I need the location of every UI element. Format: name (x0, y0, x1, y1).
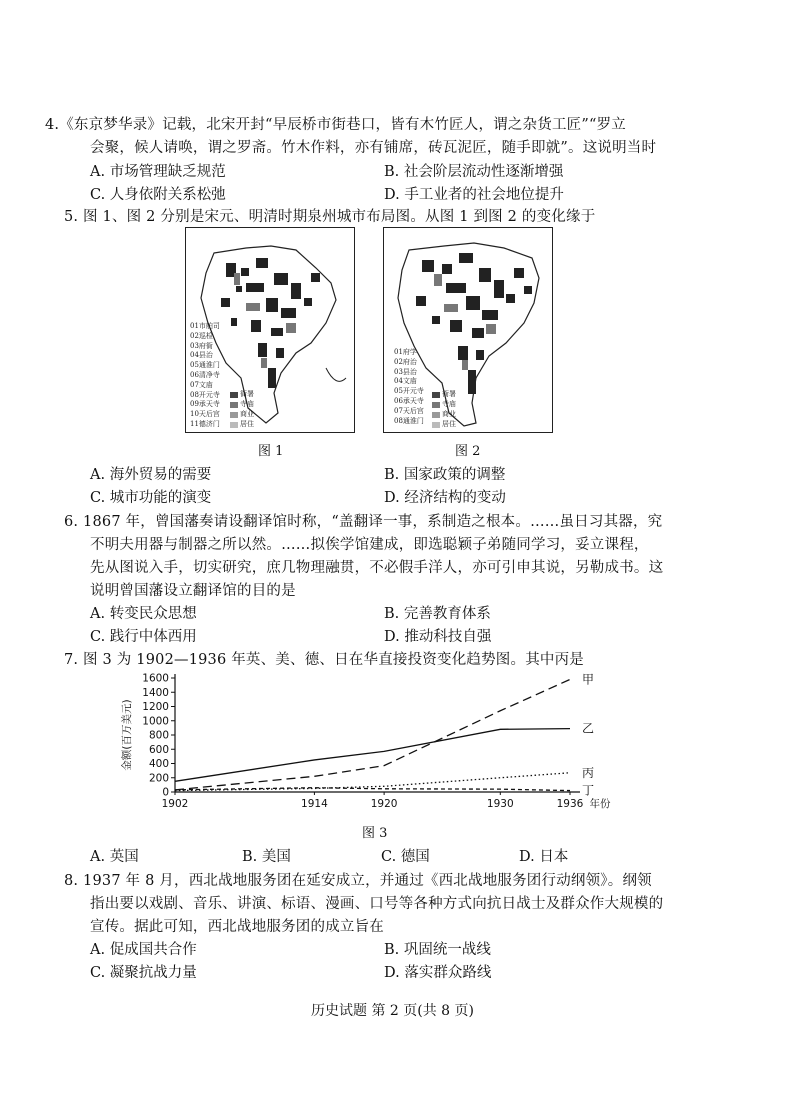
q7-option-d[interactable]: D. 日本 (519, 849, 569, 865)
key-swatch (230, 422, 238, 428)
q6-stem-line-4: 说明曾国藩设立翻译馆的目的是 (90, 583, 296, 599)
investment-line-chart (100, 668, 611, 818)
q4-option-b[interactable]: B. 社会阶层流动性逐渐增强 (384, 164, 564, 180)
q7-option-a[interactable]: A. 英国 (90, 849, 139, 865)
y-tick-label: 1000 (142, 715, 169, 728)
series-label: 丙 (582, 765, 595, 780)
q5-option-d[interactable]: D. 经济结构的变动 (384, 490, 506, 506)
series-label: 甲 (582, 672, 595, 687)
q8-option-c[interactable]: C. 凝聚抗战力量 (90, 965, 197, 981)
y-tick-label: 200 (148, 772, 169, 785)
y-tick-label: 1200 (142, 701, 169, 713)
q8-stem-line-1: 8. 1937 年 8 月，西北战地服务团在延安成立，并通过《西北战地服务团行动纲领》。纲领 (64, 873, 652, 889)
q4-option-a[interactable]: A. 市场管理缺乏规范 (90, 164, 226, 180)
legend-item: 05开元寺 (394, 387, 424, 396)
legend-item: 01市舶司 (190, 322, 220, 330)
q4-option-c[interactable]: C. 人身依附关系松弛 (90, 187, 226, 203)
key-label: 商业 (240, 410, 254, 418)
y-tick-label: 400 (148, 758, 169, 770)
q5-option-c[interactable]: C. 城市功能的演变 (90, 490, 212, 506)
series-label: 丁 (582, 783, 595, 798)
series-label: 乙 (582, 721, 595, 736)
series-line (175, 679, 570, 789)
y-tick-label: 1600 (142, 672, 169, 685)
legend-item: 01府学 (394, 348, 417, 356)
key-swatch (432, 422, 440, 428)
q5-stem: 5. 图 1、图 2 分别是宋元、明清时期泉州城市布局图。从图 1 到图 2 的变化缘于 (64, 209, 596, 225)
x-tick-label: 1920 (370, 798, 398, 810)
q5-option-b[interactable]: B. 国家政策的调整 (384, 467, 506, 483)
q8-stem-line-2: 指出要以戏剧、音乐、讲演、标语、漫画、口号等各种方式向抗日战士及群众作大规模的 (90, 896, 664, 912)
q6-option-b[interactable]: B. 完善教育体系 (384, 606, 491, 622)
legend-item: 10天后宫 (190, 410, 220, 419)
legend-item: 02巡检 (190, 331, 213, 340)
figure-1-caption: 图 1 (258, 444, 284, 459)
series-line (175, 773, 570, 791)
legend-item: 03府衙 (190, 341, 213, 350)
key-label: 居住 (240, 420, 254, 428)
q6-stem-line-1: 6. 1867 年，曾国藩奏请设翻译馆时称，“盖翻译一事，系制造之根本。……虽日习其器，究 (64, 514, 663, 530)
figure-1-legend (190, 322, 220, 430)
key-label: 商业 (442, 410, 456, 418)
q4-stem-line-1: 4.《东京梦华录》记载，北宋开封“早辰桥市街巷口，皆有木竹匠人，谓之杂货工匠”“罗立 (45, 117, 626, 133)
y-tick-label: 800 (148, 729, 169, 742)
river-1 (326, 368, 346, 381)
legend-item: 09承天寺 (190, 400, 220, 409)
q4-stem-line-2: 会聚，候人请唤，谓之罗斋。竹木作料，亦有铺席，砖瓦泥匠，随手即就”。这说明当时 (90, 140, 657, 156)
series-line (175, 788, 570, 791)
q7-stem: 7. 图 3 为 1902—1936 年英、美、德、日在华直接投资变化趋势图。其中丙是 (64, 652, 585, 668)
key-swatch (432, 412, 440, 418)
legend-item: 07文庙 (190, 380, 213, 389)
q6-option-d[interactable]: D. 推动科技自强 (384, 629, 492, 645)
y-tick-label: 600 (148, 743, 169, 756)
figure-3-caption: 图 3 (362, 826, 388, 841)
x-axis-label: 年份 (589, 798, 611, 810)
y-tick-label: 1400 (142, 686, 169, 699)
key-swatch (230, 402, 238, 408)
x-tick-label: 1936 (556, 798, 584, 810)
q6-stem-line-3: 先从图说入手，切实研究，庶几物理融贯，不必假手洋人，亦可引申其说，另勒成书。这 (90, 560, 664, 576)
q8-option-d[interactable]: D. 落实群众路线 (384, 965, 492, 981)
q8-stem-line-3: 宣传。据此可知，西北战地服务团的成立旨在 (90, 919, 384, 935)
q7-option-c[interactable]: C. 德国 (381, 849, 430, 865)
page-footer: 历史试题 第 2 页(共 8 页) (311, 1003, 474, 1019)
key-label: 寺庙 (240, 400, 254, 408)
x-tick-label: 1902 (161, 798, 189, 810)
legend-item: 11德济门 (190, 419, 220, 428)
figure-2-caption: 图 2 (455, 444, 481, 459)
y-axis-label: 金额(百万美元) (121, 699, 133, 771)
legend-item: 04县治 (190, 351, 213, 360)
legend-item: 05通淮门 (190, 361, 220, 370)
key-swatch (230, 392, 238, 398)
q4-option-d[interactable]: D. 手工业者的社会地位提升 (384, 187, 564, 203)
legend-item: 02府治 (394, 357, 417, 366)
city-outline-1 (201, 246, 336, 423)
q6-stem-line-2: 不明夫用器与制器之所以然。……拟俟学馆建成，即选聪颖子弟随同学习，妥立课程， (90, 537, 649, 553)
legend-item: 03县治 (394, 367, 417, 376)
q6-option-c[interactable]: C. 践行中体西用 (90, 629, 197, 645)
legend-item: 08通淮门 (394, 416, 424, 425)
series-line (175, 729, 570, 782)
q7-option-b[interactable]: B. 美国 (242, 849, 291, 865)
key-label: 居住 (442, 420, 456, 428)
figure-2-legend (394, 348, 424, 426)
x-tick-label: 1930 (486, 798, 514, 810)
q8-option-a[interactable]: A. 促成国共合作 (90, 942, 197, 958)
y-tick-label: 0 (162, 786, 169, 799)
x-tick-label: 1914 (301, 798, 328, 810)
legend-item: 07天后宫 (394, 406, 424, 415)
key-swatch (432, 392, 440, 398)
legend-item: 06清净寺 (190, 370, 220, 379)
key-label: 衙署 (442, 390, 456, 398)
legend-item: 06承天寺 (394, 396, 424, 405)
legend-item: 08开元寺 (190, 390, 220, 399)
q5-option-a[interactable]: A. 海外贸易的需要 (90, 467, 212, 483)
legend-item: 04文庙 (394, 377, 417, 386)
key-label: 衙署 (240, 390, 254, 398)
key-swatch (432, 402, 440, 408)
q8-option-b[interactable]: B. 巩固统一战线 (384, 942, 491, 958)
key-label: 寺庙 (442, 400, 456, 408)
q6-option-a[interactable]: A. 转变民众思想 (90, 606, 197, 622)
key-swatch (230, 412, 238, 418)
